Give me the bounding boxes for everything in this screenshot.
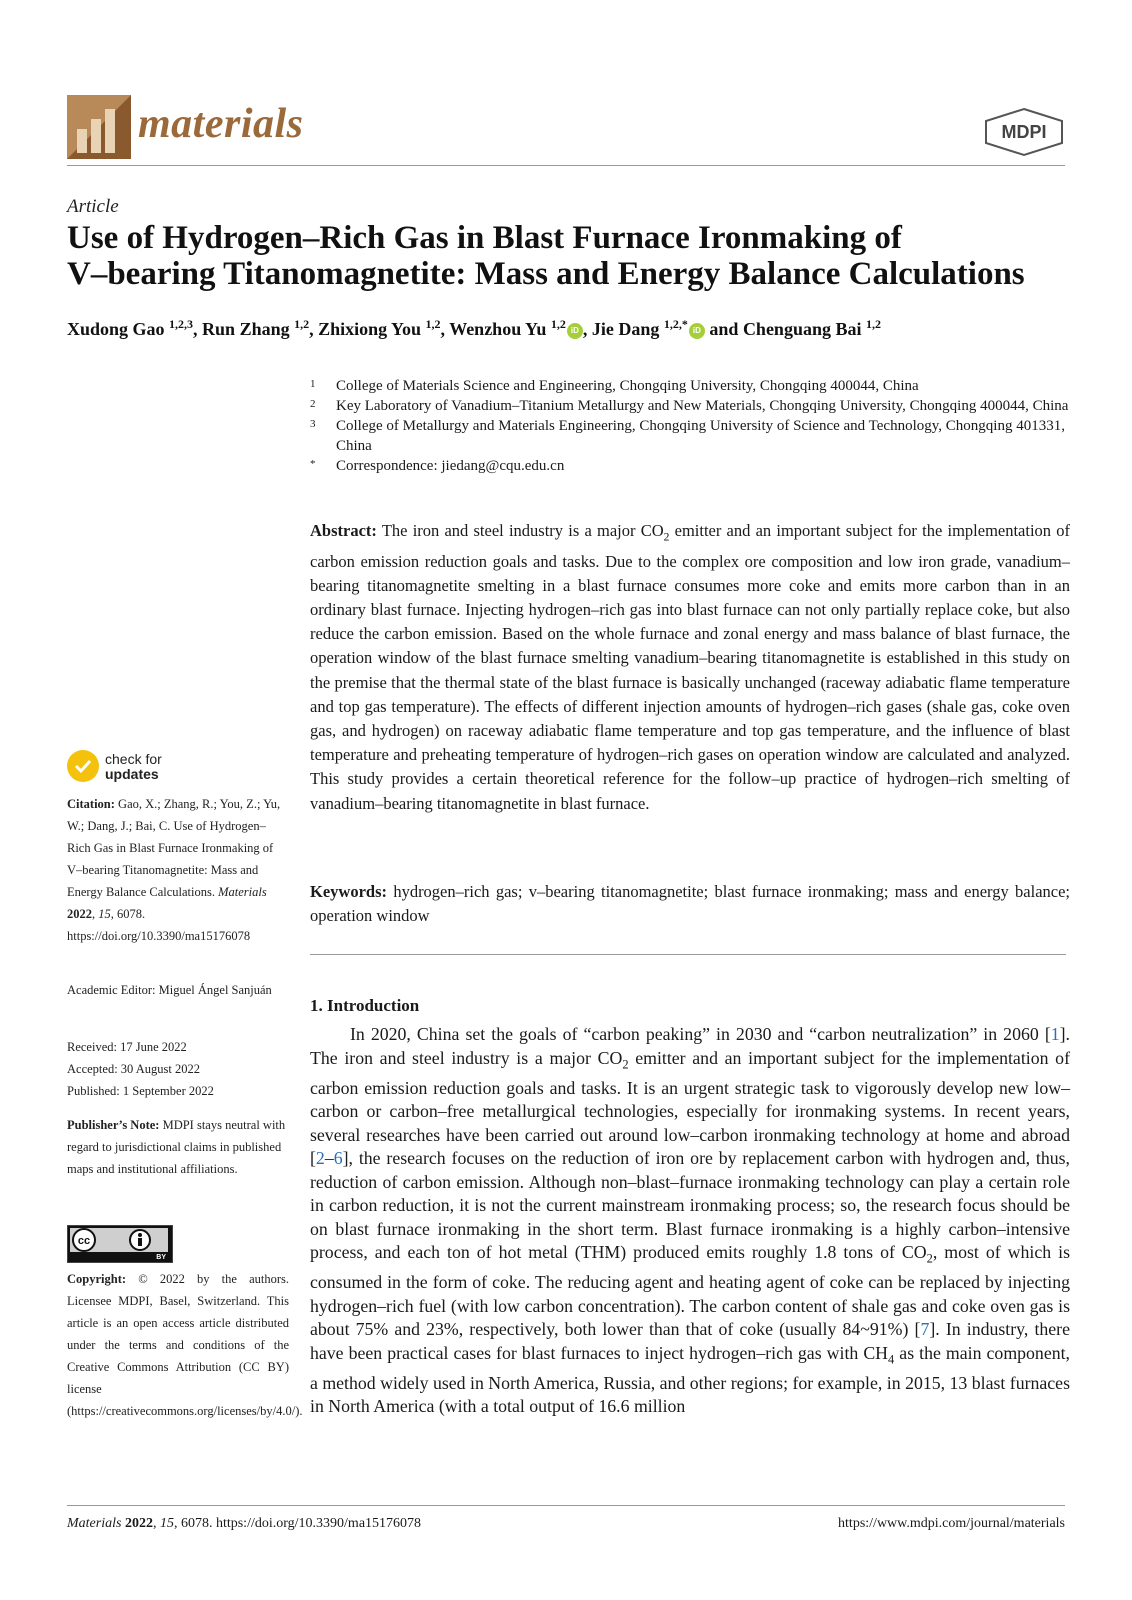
abstract-subscript: 2 [663, 531, 670, 544]
check-updates-line1: check for [105, 751, 162, 767]
dates [67, 1036, 289, 1102]
mdpi-logo-icon [982, 107, 1066, 157]
check-updates-label [105, 752, 162, 782]
section-heading: 1. Introduction [310, 996, 420, 1015]
subscript: 2 [622, 1057, 629, 1072]
reference-link[interactable]: 1 [1050, 1024, 1060, 1044]
affiliation-marker: 2 [310, 398, 316, 410]
author-separator: and [704, 319, 743, 339]
abstract-label: Abstract: [310, 521, 377, 540]
cc-by-license-badge[interactable] [67, 1225, 173, 1263]
footer-journal: Materials [67, 1516, 122, 1531]
affiliation-item [310, 376, 1070, 396]
publisher-note-text: MDPI stays neutral with regard to jurisdictional claims in published maps and institutional affiliations. [67, 1118, 286, 1176]
reference-link[interactable]: 7 [920, 1319, 930, 1340]
author-affiliation-marker: 1,2,* [663, 317, 688, 331]
check-updates-icon [67, 750, 99, 782]
intro-text-run: – [324, 1148, 334, 1169]
author-name: Wenzhou Yu [449, 319, 551, 339]
author-list [67, 317, 1067, 340]
author-separator: , [440, 319, 450, 339]
author-separator: , [309, 319, 319, 339]
author-affiliation-marker: 1,2 [425, 317, 441, 331]
author-affiliation-marker: 1,2 [294, 317, 310, 331]
publisher-note [67, 1114, 289, 1180]
affiliation-item [310, 456, 1070, 476]
keywords-label: Keywords: [310, 882, 387, 901]
journal-name: materials [138, 101, 304, 147]
affiliations [310, 376, 1070, 476]
reference-link[interactable]: 2 [315, 1148, 325, 1169]
intro-text-run: [ [1044, 1024, 1051, 1044]
section-rule [310, 954, 1066, 955]
author-name: Zhixiong You [318, 319, 426, 339]
reference-link[interactable]: 6 [333, 1148, 343, 1169]
intro-text-run: In 2020, China set the goals of “carbon peaking” in 2030 and “carbon neutralization” in 2060 [350, 1024, 1045, 1044]
cc-icon [70, 1228, 168, 1252]
publisher-note-label: Publisher’s Note: [67, 1118, 160, 1132]
citation-label: Citation: [67, 797, 115, 811]
author-name: Run Zhang [202, 319, 295, 339]
published-date: Published: 1 September 2022 [67, 1084, 214, 1098]
affiliation-item [310, 416, 1070, 456]
intro-text-run: ]. In industry, there have been practical cases for blast furnaces to inject hydrogen–rich gas with CH [310, 1319, 1070, 1363]
title-line-2: V–bearing Titanomagnetite: Mass and Energy Balance Calculations [67, 256, 1025, 292]
author-name: Jie Dang [591, 319, 664, 339]
abstract-text-1: The iron and steel industry is a major CO [381, 521, 664, 540]
academic-editor: Academic Editor: Miguel Ángel Sanjuán [67, 983, 272, 997]
publisher-logo-text: MDPI [1001, 122, 1047, 142]
author-affiliation-marker: 1,2 [865, 317, 881, 331]
check-for-updates-button[interactable] [67, 750, 207, 784]
citation-text: Gao, X.; Zhang, R.; You, Z.; Yu, W.; Dang, J.; Bai, C. Use of Hydrogen–Rich Gas in Blast Furnace Ironmaking of V–bearing Titanomagnetite: Mass and Energy Balance Calculations. [67, 797, 281, 899]
subscript: 4 [888, 1352, 895, 1367]
copyright-label: Copyright: [67, 1272, 127, 1286]
author-separator: , [582, 319, 592, 339]
accepted-date: Accepted: 30 August 2022 [67, 1062, 200, 1076]
citation-volume: 15 [98, 907, 111, 921]
intro-text-run: emitter and an important subject for the implementation of carbon emission reduction goals and tasks. It is an urgent strategic task to vigorously develop new low–carbon or carbon–free metallurgical technologies, especially for ironmaking systems. In recent years, several researches have been carried out around low–carbon ironmaking technology at home and abroad [ [310, 1047, 1070, 1169]
footer-doi[interactable]: , 6078. https://doi.org/10.3390/ma15176078 [173, 1516, 422, 1531]
intro-text-run: as the main component, a method widely used in North America, Russia, and other regions; for example, in 2015, 13 blast furnaces in North America (with a total output of 16.6 million [310, 1342, 1070, 1417]
copyright-text: © 2022 by the authors. Licensee MDPI, Basel, Switzerland. This article is an open access article distributed under the terms and conditions of the Creative Commons Attribution (CC BY) license (https://creativecommons.org/licenses/by/4.0/). [67, 1272, 303, 1418]
author-name: Chenguang Bai [742, 319, 866, 339]
article-title [67, 220, 1067, 292]
affiliation-text: Key Laboratory of Vanadium–Titanium Metallurgy and New Materials, Chongqing University, Chongqing 400044, China [336, 398, 1069, 414]
citation-journal: Materials [218, 885, 267, 899]
citation: Citation: Gao, X.; Zhang, R.; You, Z.; Yu, W.; Dang, J.; Bai, C. Use of Hydrogen–Rich Gas in Blast Furnace Ironmaking of V–bearing Titanomagnetite: Mass and Energy Balance Calculations. Materials 2022, 15, 6078. https://doi.org/10.3390/ma15176078 [67, 797, 281, 943]
cc-badge-band [70, 1228, 168, 1252]
introduction-text [310, 1023, 1070, 1419]
affiliation-item [310, 396, 1070, 416]
received-date: Received: 17 June 2022 [67, 1040, 187, 1054]
footer-citation: Materials 2022, 15, 6078. https://doi.org/10.3390/ma15176078 [67, 1516, 422, 1531]
subscript: 2 [926, 1251, 933, 1266]
footer-journal-url[interactable]: https://www.mdpi.com/journal/materials [838, 1516, 1065, 1531]
affiliation-text: College of Materials Science and Engineering, Chongqing University, Chongqing 400044, China [336, 378, 919, 394]
intro-text-run: ]. The iron and steel industry is a major CO [310, 1024, 1070, 1068]
article-type: Article [67, 196, 119, 217]
license-badge-label: BY [156, 1254, 166, 1261]
affiliation-marker: 3 [310, 418, 316, 430]
footer-year: 2022 [124, 1516, 153, 1531]
affiliation-text: Correspondence: jiedang@cqu.edu.cn [336, 458, 565, 474]
header-rule [67, 165, 1065, 166]
orcid-icon[interactable]: iD [567, 323, 583, 339]
intro-text-run: ], the research focuses on the reduction of iron ore by replacement carbon with hydrogen and, thus, reduction of carbon emission. Although non–blast–furnace ironmaking technology can play a certain role in carbon reduction, it is not the current mainstream ironmaking process; so, the research focus should be on blast furnace ironmaking in the short term. Blast furnace ironmaking is a highly carbon–intensive process, and each ton of hot metal (THM) produced emits roughly 1.8 tons of CO [310, 1148, 1070, 1263]
svg-text:cc: cc [77, 1235, 91, 1247]
copyright [67, 1268, 303, 1422]
citation-doi[interactable]: , 6078. https://doi.org/10.3390/ma15176078 [67, 907, 251, 943]
affiliation-marker: 1 [310, 378, 316, 390]
citation-year: 2022 [67, 907, 92, 921]
abstract [310, 519, 1070, 816]
affiliation-marker: * [310, 458, 316, 470]
check-updates-line2: updates [105, 766, 159, 782]
footer-volume: 15 [159, 1516, 174, 1531]
author-separator: , [193, 319, 203, 339]
journal-logo-icon [67, 95, 131, 159]
orcid-icon[interactable]: iD [689, 323, 705, 339]
author-name: Xudong Gao [67, 319, 170, 339]
keywords [310, 880, 1070, 928]
author-affiliation-marker: 1,2 [550, 317, 566, 331]
footer-rule [67, 1505, 1065, 1506]
affiliation-text: College of Metallurgy and Materials Engineering, Chongqing University of Science and Technology, Chongqing 401331, China [336, 418, 1065, 454]
author-affiliation-marker: 1,2,3 [169, 317, 194, 331]
abstract-text-2: emitter and an important subject for the implementation of carbon emission reduction goals and tasks. Due to the complex ore composition and low iron grade, vanadium–bearing titanomagnetite smelting in a blast furnace consumes more coke and emits more carbon than in an ordinary blast furnace. Injecting hydrogen–rich gas into blast furnace can not only partially replace coke, but also reduce the carbon emission. Based on the whole furnace and zonal energy and mass balance of blast furnace, the operation window of the blast furnace smelting vanadium–bearing titanomagnetite is established in this study on the premise that the thermal state of the blast furnace is basically unchanged (raceway adiabatic flame temperature and top gas temperature). The effects of different injection amounts of hydrogen–rich gases (shale gas, coke oven gas, and hydrogen) on raceway adiabatic flame temperature and top gas temperature, and the influence of blast temperature and preheating temperature of hydrogen–rich gases on operation window are calculated and analyzed. This study provides a certain theoretical reference for the follow–up practice of hydrogen–rich smelting of vanadium–bearing titanomagnetite in blast furnace. [310, 521, 1071, 813]
keywords-text: hydrogen–rich gas; v–bearing titanomagnetite; blast furnace ironmaking; mass and energy balance; operation window [310, 882, 1071, 925]
title-line-1: Use of Hydrogen–Rich Gas in Blast Furnace Ironmaking of [67, 220, 902, 256]
intro-text-run: , most of which is consumed in the form of coke. The reducing agent and heating agent of coke can be replaced by injecting hydrogen–rich fuel (with low carbon concentration). The carbon content of shale gas and coke oven gas is about 75% and 23%, respectively, both lower than that of coke (usually 84~91%) [ [310, 1242, 1070, 1340]
